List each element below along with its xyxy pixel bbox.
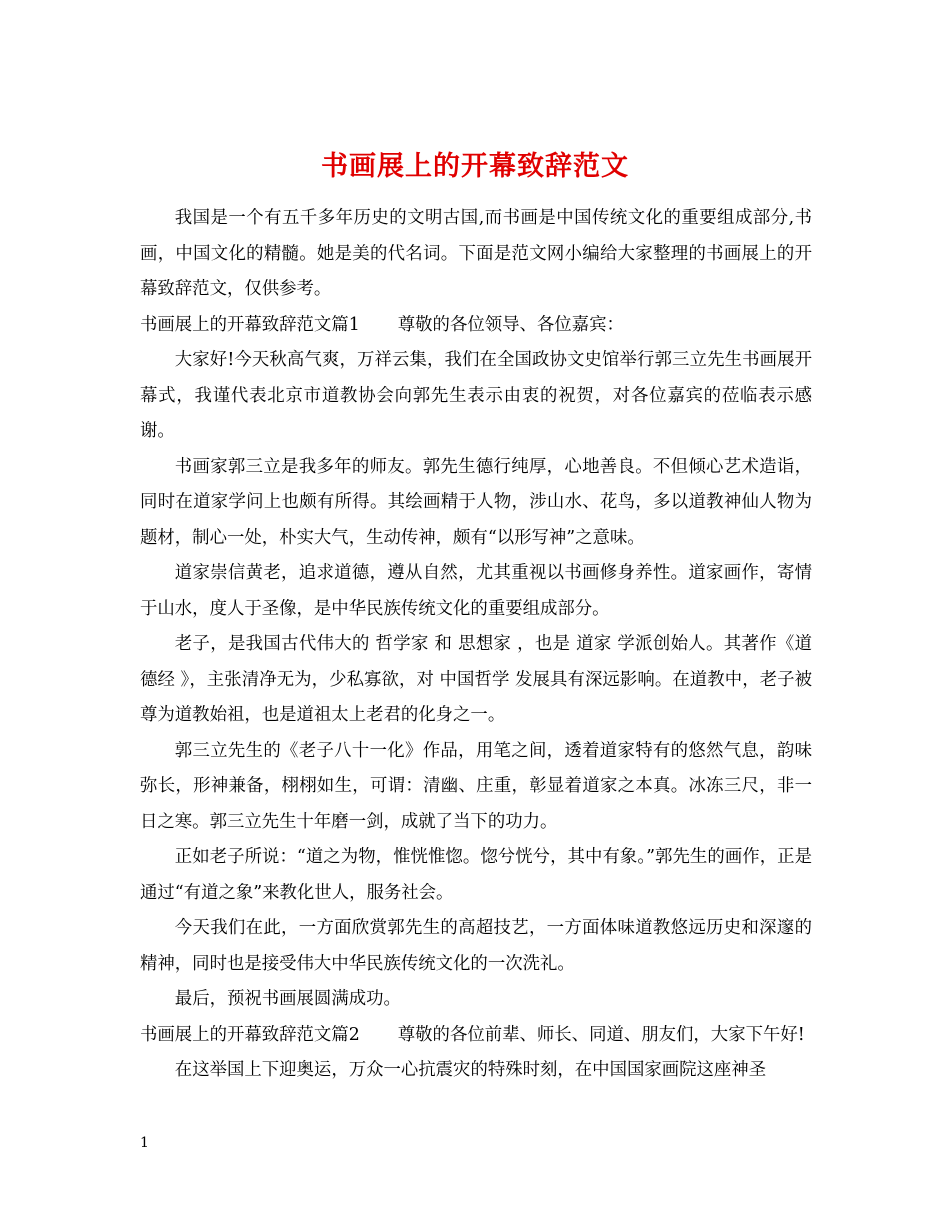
section-2-salutation: 尊敬的各位前辈、师长、同道、朋友们，大家下午好!: [397, 1024, 805, 1045]
body-paragraph: 道家崇信黄老，追求道德，遵从自然，尤其重视以书画修身养性。道家画作，寄情于山水，度人于圣像，是中华民族传统文化的重要组成部分。: [140, 563, 812, 619]
body-paragraph: 郭三立先生的《老子八十一化》作品，用笔之间，透着道家特有的悠然气息，韵味弥长，形神兼备，栩栩如生，可谓：清幽、庄重，彰显着道家之本真。冰冻三尺，非一日之寒。郭三立先生十年磨一剑，成就了当下的功力。: [140, 740, 812, 832]
document-title: 书画展上的开幕致辞范文: [321, 151, 629, 183]
body-paragraph: 书画家郭三立是我多年的师友。郭先生德行纯厚，心地善良。不但倾心艺术造诣，同时在道家学问上也颇有所得。其绘画精于人物，涉山水、花鸟，多以道教神仙人物为题材，制心一处，朴实大气，生动传神，颇有“以形写神”之意味。: [140, 456, 812, 548]
body-paragraph: 大家好!今天秋高气爽，万祥云集，我们在全国政协文史馆举行郭三立先生书画展开幕式，我谨代表北京市道教协会向郭先生表示由衷的祝贺，对各位嘉宾的莅临表示感谢。: [140, 350, 812, 441]
body-paragraph: 最后，预祝书画展圆满成功。: [174, 989, 401, 1009]
section-1-salutation: 尊敬的各位领导、各位嘉宾：: [397, 314, 624, 335]
section-1-heading: 书画展上的开幕致辞范文篇1: [140, 314, 360, 335]
body-paragraph: 今天我们在此，一方面欣赏郭先生的高超技艺，一方面体味道教悠远历史和深邃的精神，同时也是接受伟大中华民族传统文化的一次洗礼。: [140, 918, 812, 974]
section-2-heading-line: [140, 1018, 812, 1054]
body-paragraph: 老子，是我国古代伟大的 哲学家 和 思想家 ，也是 道家 学派创始人。其著作《道德经 》，主张清净无为，少私寡欲，对 中国哲学 发展具有深远影响。在道教中，老子被尊为道教始祖，也是道祖太上老君的化身之一。: [140, 634, 812, 725]
document-body: [140, 201, 812, 1089]
intro-paragraph: 我国是一个有五千多年历史的文明古国,而书画是中国传统文化的重要组成部分,书画，中国文化的精髓。她是美的代名词。下面是范文网小编给大家整理的书画展上的开幕致辞范文，仅供参考。: [140, 208, 812, 299]
section-2-heading: 书画展上的开幕致辞范文篇2: [140, 1024, 360, 1045]
body-paragraph: 在这举国上下迎奥运，万众一心抗震灾的特殊时刻，在中国国家画院这座神圣: [174, 1060, 767, 1080]
section-1-heading-line: [140, 308, 812, 344]
page-number: 1: [140, 1135, 149, 1151]
body-paragraph: 正如老子所说：“道之为物，惟恍惟惚。惚兮恍兮，其中有象。”郭先生的画作，正是通过“有道之象”来教化世人，服务社会。: [140, 847, 812, 903]
